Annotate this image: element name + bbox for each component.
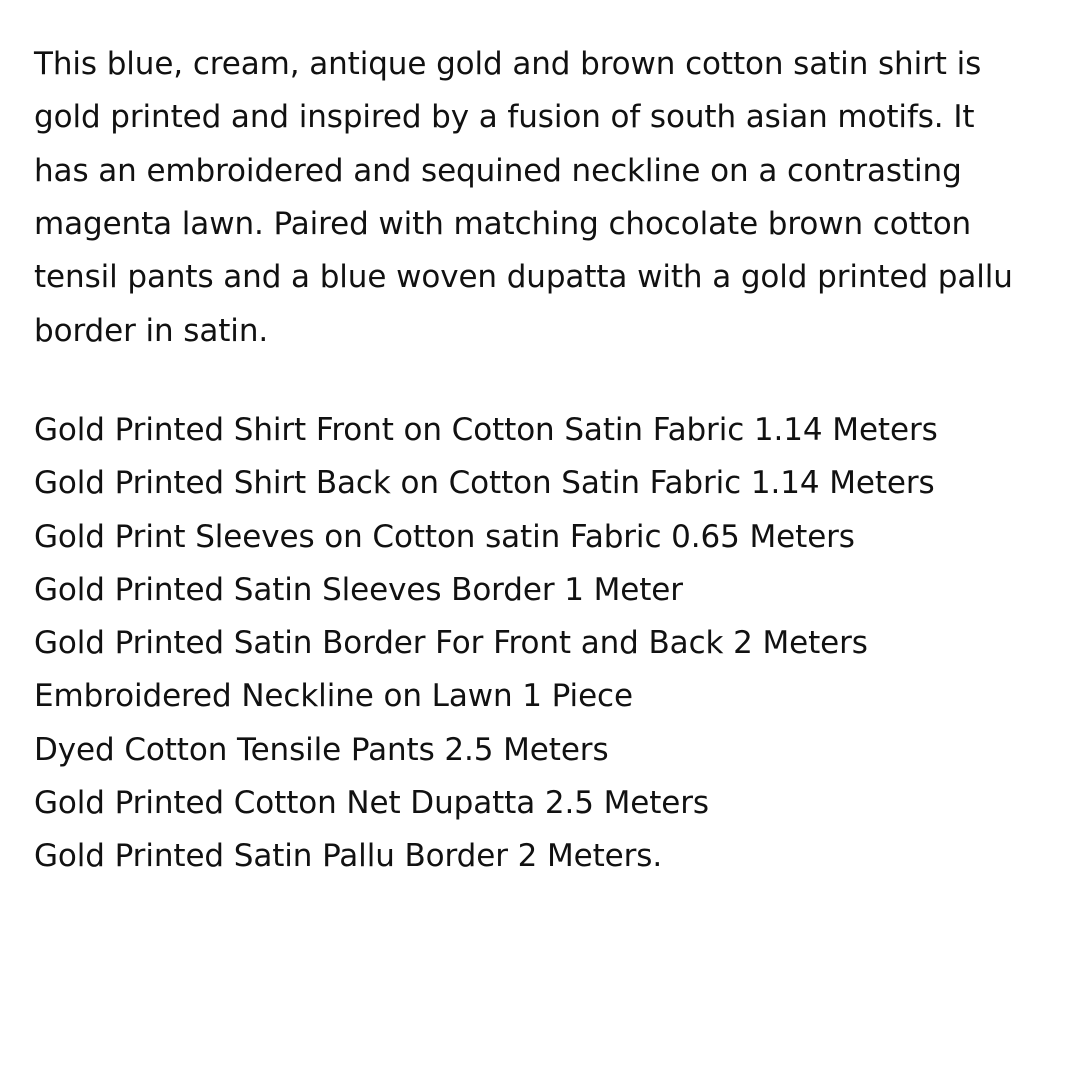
list-item: Gold Printed Cotton Net Dupatta 2.5 Meters (34, 785, 709, 822)
list-item: Gold Printed Satin Sleeves Border 1 Meter (34, 571, 683, 608)
list-item: Gold Print Sleeves on Cotton satin Fabric 0.65 Meters (34, 518, 855, 555)
list-item: Gold Printed Shirt Front on Cotton Satin Fabric 1.14 Meters (34, 411, 938, 448)
paragraph-spacer (34, 358, 1040, 404)
product-description-paragraph: This blue, cream, antique gold and brown cotton satin shirt is gold printed and inspired by a fusion of south asian motifs. It has an embroidered and sequined neckline on a contrasting magenta lawn. Paired with matching chocolate brown cotton tensil pants and a blue woven dupatta with a gold printed pallu border in satin. (34, 46, 1013, 349)
list-item: Embroidered Neckline on Lawn 1 Piece (34, 678, 633, 715)
list-item: Gold Printed Shirt Back on Cotton Satin Fabric 1.14 Meters (34, 465, 935, 502)
list-item: Gold Printed Satin Pallu Border 2 Meters. (34, 838, 663, 875)
list-item: Dyed Cotton Tensile Pants 2.5 Meters (34, 731, 609, 768)
list-item: Gold Printed Satin Border For Front and Back 2 Meters (34, 625, 868, 662)
product-components-list (34, 404, 1040, 884)
